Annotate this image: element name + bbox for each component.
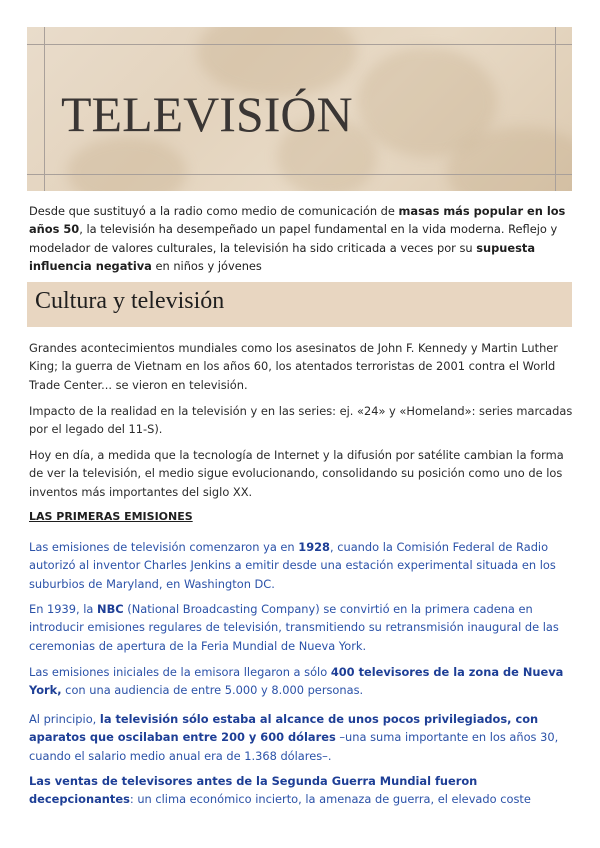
section-title: Cultura y televisión (35, 288, 225, 314)
section-header (27, 282, 572, 327)
banner-frame-right (555, 27, 556, 191)
intro-highlight-2: supuesta influencia negativa (29, 240, 536, 273)
paragraph-impacto: Impacto de la realidad en la televisión y en las series: ej. «24» y «Homeland»: series marcadas por el legado del 11-S). (29, 404, 573, 437)
banner-frame-bottom (27, 174, 572, 175)
paragraph-emisiones-iniciales: Las emisiones iniciales de la emisora llegaron a sólo 400 televisores de la zona de Nueva York, con una audiencia de entre 5.000 y 8.000 personas. (29, 665, 564, 698)
paragraph-emisiones-nbc: En 1939, la NBC (National Broadcasting Company) se convirtió en la primera cadena en introducir emisiones regulares de televisión, transmitiendo su retransmisión inaugural de las ceremonias de apertura de la Feria Mundial de Nueva York. (29, 602, 559, 653)
paragraph-hoy: Hoy en día, a medida que la tecnología de Internet y la difusión por satélite cambian la forma de ver la televisión, el medio sigue evolucionando, consolidando su posición como uno de los inventos más importantes del siglo XX. (29, 448, 564, 499)
subheading-primeras-emisiones: LAS PRIMERAS EMISIONES (29, 510, 193, 523)
banner-frame-left (44, 27, 45, 191)
title-banner (27, 27, 572, 191)
paragraph-emisiones-precio: Al principio, la televisión sólo estaba al alcance de unos pocos privilegiados, con aparatos que oscilaban entre 200 y 600 dólares –una suma importante en los años 30, cuando el salario medio anual era de 1.368 dólares–. (29, 712, 559, 763)
paragraph-emisiones-1928: Las emisiones de televisión comenzaron ya en 1928, cuando la Comisión Federal de Radio autorizó al inventor Charles Jenkins a emitir desde una estación experimental situada en los suburbios de Maryland, en Washington DC. (29, 540, 556, 591)
banner-frame-top (27, 44, 572, 45)
paragraph-acontecimientos: Grandes acontecimientos mundiales como los asesinatos de John F. Kennedy y Martin Luther King; la guerra de Vietnam en los años 60, los atentados terroristas de 2001 contra el World Trade Center... se vieron en televisión. (29, 341, 558, 392)
page-title: TELEVISIÓN (61, 86, 353, 142)
intro-highlight-1: masas más popular en los años 50 (29, 204, 566, 237)
paragraph-emisiones-ventas: Las ventas de televisores antes de la Segunda Guerra Mundial fueron decepcionantes: un clima económico incierto, la amenaza de guerra, el elevado coste (29, 774, 531, 807)
intro-paragraph: Desde que sustituyó a la radio como medio de comunicación de masas más popular en los años 50, la televisión ha desempeñado un papel fundamental en la vida moderna. Reflejo y modelador de valores culturales, la televisión ha sido criticada a veces por su supuesta influencia negativa en niños y jóvenes (29, 204, 566, 273)
